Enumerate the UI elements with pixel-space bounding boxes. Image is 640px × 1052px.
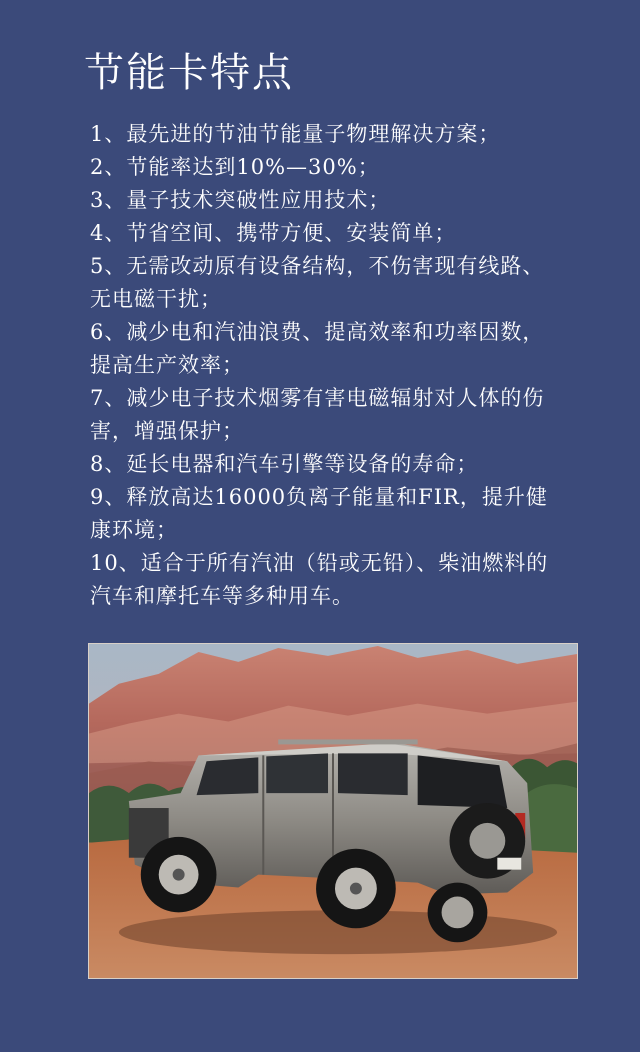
feature-item-2: 2、节能率达到10%—30%； <box>90 155 380 179</box>
suv-photo <box>88 643 578 979</box>
feature-item-5: 5、无需改动原有设备结构，不伤害现有线路、无电磁干扰； <box>90 254 545 311</box>
feature-item-7: 7、减少电子技术烟雾有害电磁辐射对人体的伤害，增强保护； <box>90 386 545 443</box>
feature-item-3: 3、量子技术突破性应用技术； <box>90 188 391 212</box>
feature-item-6: 6、减少电和汽油浪费、提高效率和功率因数，提高生产效率； <box>90 320 545 377</box>
suv-desert-illustration <box>89 644 577 978</box>
page-title: 节能卡特点 <box>84 50 294 96</box>
feature-item-1: 1、最先进的节油节能量子物理解决方案； <box>90 122 501 146</box>
feature-item-10: 10、适合于所有汽油（铅或无铅）、柴油燃料的汽车和摩托车等多种用车。 <box>90 551 549 608</box>
feature-item-4: 4、节省空间、携带方便、安装简单； <box>90 221 457 245</box>
feature-item-8: 8、延长电器和汽车引擎等设备的寿命； <box>90 452 479 476</box>
feature-item-9: 9、释放高达16000负离子能量和FIR，提升健康环境； <box>90 485 548 542</box>
feature-list <box>90 118 564 613</box>
